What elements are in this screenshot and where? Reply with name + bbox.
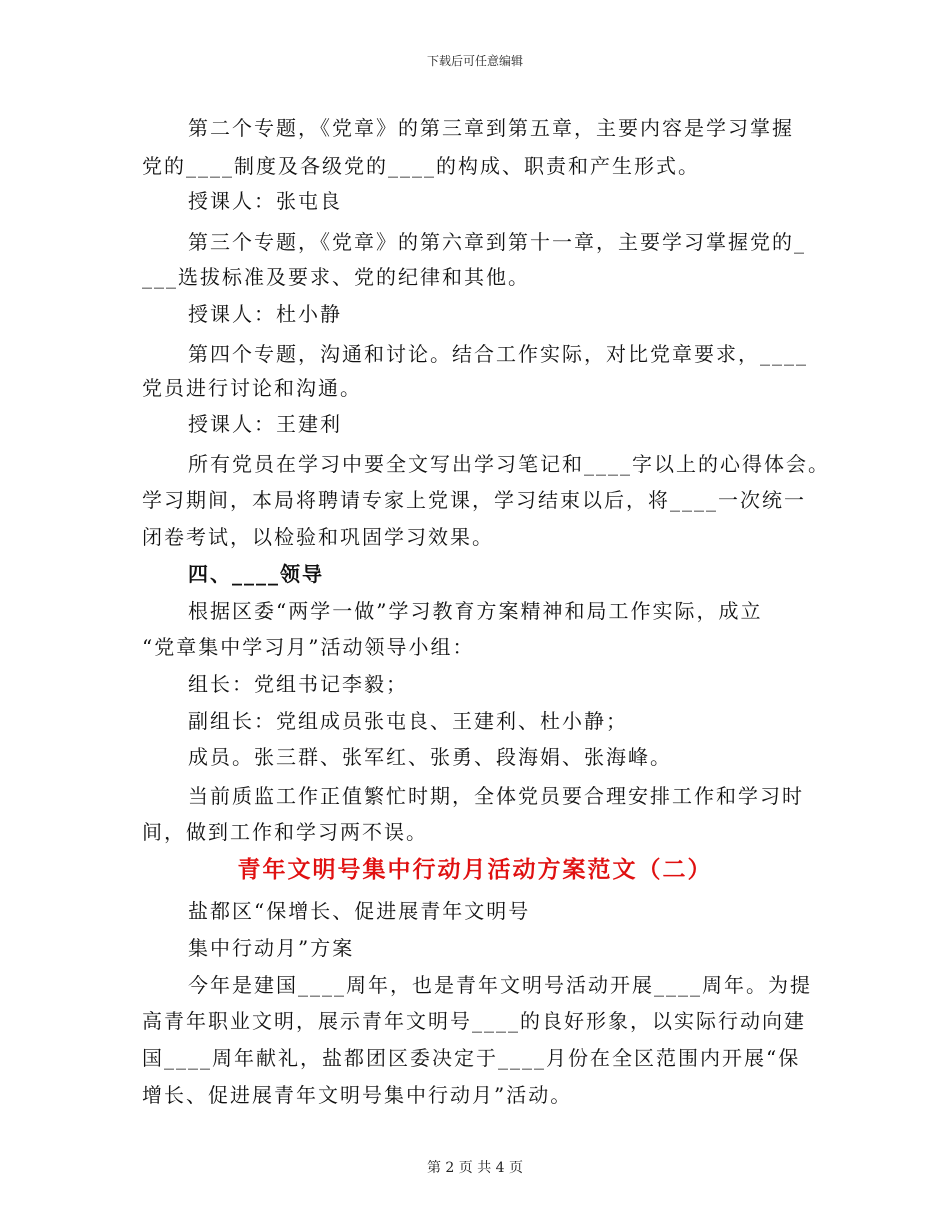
paragraph-line: 集中行动月”方案 [188,936,355,960]
paragraph-line: 国____周年献礼，盐都团区委决定于____月份在全区范围内开展“保 [142,1046,801,1070]
paragraph-line: 第二个专题，《党章》的第三章到第五章，主要内容是学习掌握 [188,116,794,140]
paragraph-line: 所有党员在学习中要全文写出学习笔记和____字以上的心得体会。 [188,452,830,476]
section-title: 青年文明号集中行动月活动方案范文（二） [237,856,713,883]
paragraph-line: 间，做到工作和学习两不误。 [142,820,428,844]
paragraph-line: 授课人：王建利 [188,412,342,436]
section-heading: 四、____领导 [188,562,324,586]
paragraph-line: 当前质监工作正值繁忙时期，全体党员要合理安排工作和学习时 [188,784,804,808]
paragraph-line: 副组长：党组成员张屯良、王建利、杜小静； [188,709,628,733]
header-note: 下载后可任意编辑 [426,54,523,68]
paragraph-line: 党员进行讨论和沟通。 [142,376,362,400]
paragraph-line: 根据区委“两学一做”学习教育方案精神和局工作实际，成立 [188,599,763,623]
paragraph-line: 增长、促进展青年文明号集中行动月”活动。 [142,1083,573,1107]
paragraph-line: “党章集中学习月”活动领导小组： [142,635,475,659]
paragraph-line: 闭卷考试，以检验和巩固学习效果。 [142,525,494,549]
paragraph-line: 组长：党组书记李毅； [188,672,408,696]
paragraph-line: 高青年职业文明，展示青年文明号____的良好形象，以实际行动向建 [142,1009,806,1033]
paragraph-line: 授课人：杜小静 [188,302,342,326]
page-number: 第 2 页 共 4 页 [426,1160,524,1176]
paragraph-line: 第四个专题，沟通和讨论。结合工作实际，对比党章要求，____ [188,342,808,366]
paragraph-line: ___选拔标准及要求、党的纪律和其他。 [142,265,530,289]
paragraph-line: 党的____制度及各级党的____的构成、职责和产生形式。 [142,154,700,178]
paragraph-line: 今年是建国____周年，也是青年文明号活动开展____周年。为提 [188,973,812,997]
paragraph-line: 第三个专题，《党章》的第六章到第十一章，主要学习掌握党的_ [188,230,806,254]
paragraph-line: 授课人：张屯良 [188,189,342,213]
paragraph-line: 成员。张三群、张军红、张勇、段海娟、张海峰。 [188,745,672,769]
paragraph-line: 学习期间，本局将聘请专家上党课，学习结束以后，将____一次统一 [142,488,806,512]
paragraph-line: 盐都区“保增长、促进展青年文明号 [188,899,531,923]
